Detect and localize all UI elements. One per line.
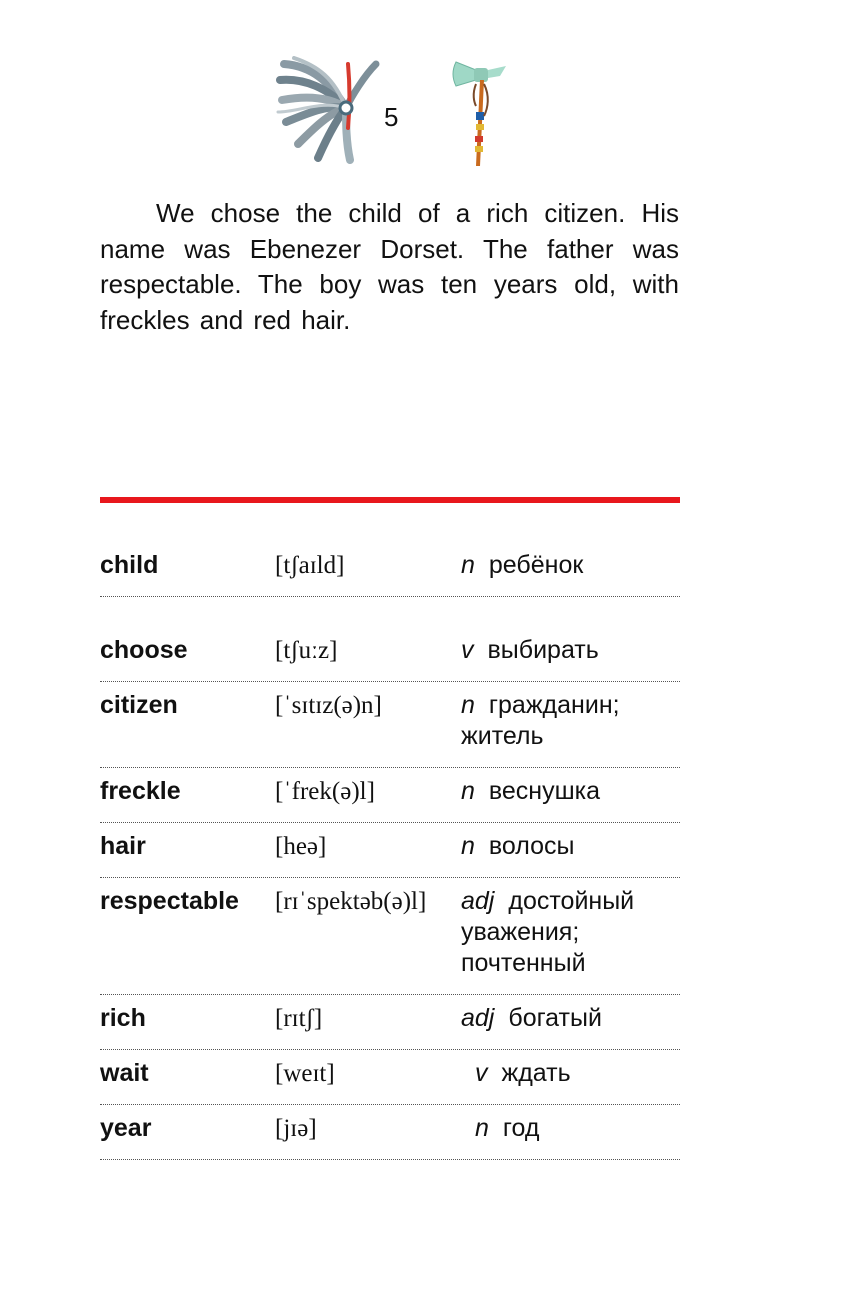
section-divider <box>100 497 680 503</box>
vocab-transcription: [rɪtʃ] <box>275 1005 323 1032</box>
vocab-row <box>100 1113 680 1160</box>
vocab-translation: веснушка <box>488 777 601 805</box>
vocab-translation: достойный уважения; почтенный <box>461 887 635 977</box>
vocab-transcription: [heə] <box>275 833 327 860</box>
vocab-transcription: [ˈsɪtɪz(ə)n] <box>275 692 382 719</box>
vocab-meaning <box>461 1113 681 1144</box>
page-number: 5 <box>384 102 399 132</box>
vocab-translation: волосы <box>488 832 575 860</box>
vocab-part-of-speech: n <box>461 691 475 719</box>
vocab-word: respectable <box>100 887 239 915</box>
vocab-row <box>100 1058 680 1105</box>
vocab-word: year <box>100 1114 152 1142</box>
vocab-translation: ребёнок <box>488 551 584 579</box>
vocab-part-of-speech: adj <box>461 887 495 915</box>
vocab-meaning <box>461 776 681 807</box>
vocab-translation: гражданин; житель <box>461 691 620 750</box>
feather-headdress-icon <box>276 56 380 164</box>
vocab-row <box>100 1003 680 1050</box>
vocab-row <box>100 831 680 878</box>
vocab-part-of-speech: adj <box>461 1004 495 1032</box>
vocab-translation: выбирать <box>487 636 599 664</box>
vocab-word: hair <box>100 832 146 860</box>
vocab-row <box>100 776 680 823</box>
vocab-meaning <box>461 886 681 979</box>
vocab-transcription: [tʃaɪld] <box>275 552 345 579</box>
vocab-part-of-speech: n <box>461 777 475 805</box>
vocab-part-of-speech: v <box>461 636 474 664</box>
vocab-part-of-speech: n <box>461 832 475 860</box>
vocab-transcription: [jɪə] <box>275 1115 317 1142</box>
page-header <box>0 50 844 170</box>
vocab-row <box>100 635 680 682</box>
vocab-meaning <box>461 635 681 666</box>
vocab-row <box>100 690 680 768</box>
vocab-word: child <box>100 551 159 579</box>
vocab-transcription: [weɪt] <box>275 1060 335 1087</box>
vocab-meaning <box>461 690 681 752</box>
vocab-translation: ждать <box>501 1059 571 1087</box>
vocab-row <box>100 886 680 995</box>
vocab-word: citizen <box>100 691 178 719</box>
story-paragraph: We chose the child of a rich citizen. His name was Ebenezer Dorset. The father was respectable. The boy was ten years old, with freckles and red hair. <box>100 198 679 335</box>
vocab-word: choose <box>100 636 188 664</box>
vocab-part-of-speech: n <box>475 1114 489 1142</box>
vocab-transcription: [rɪˈspektəb(ə)l] <box>275 888 427 915</box>
vocab-transcription: [ˈfrek(ə)l] <box>275 778 375 805</box>
vocab-word: rich <box>100 1004 146 1032</box>
vocab-row <box>100 550 680 597</box>
vocab-word: freckle <box>100 777 181 805</box>
vocab-part-of-speech: n <box>461 551 475 579</box>
vocab-meaning <box>461 550 681 581</box>
vocab-meaning <box>461 1058 681 1089</box>
tomahawk-icon <box>450 54 512 168</box>
vocab-translation: год <box>502 1114 540 1142</box>
vocab-meaning <box>461 1003 681 1034</box>
vocab-word: wait <box>100 1059 149 1087</box>
vocab-meaning <box>461 831 681 862</box>
vocab-transcription: [tʃuːz] <box>275 637 338 664</box>
vocab-part-of-speech: v <box>475 1059 488 1087</box>
vocab-translation: богатый <box>508 1004 602 1032</box>
